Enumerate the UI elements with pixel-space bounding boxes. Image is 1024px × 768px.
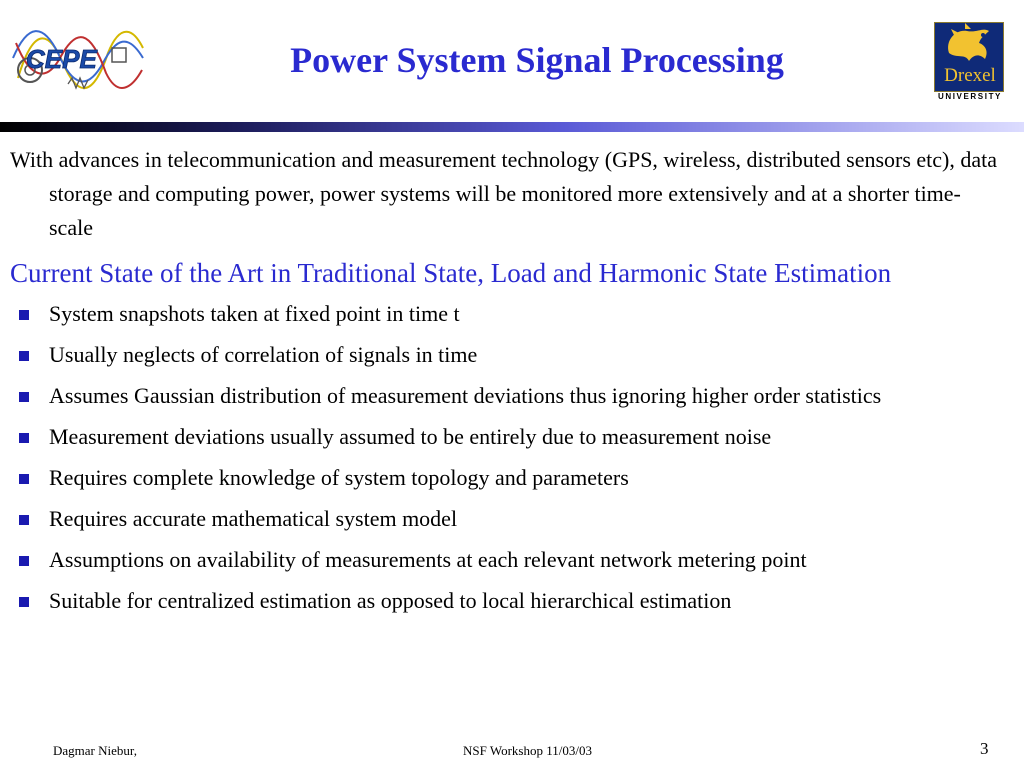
bullet-text: Requires complete knowledge of system topology and parameters	[49, 465, 629, 490]
bullet-text: Measurement deviations usually assumed to be entirely due to measurement noise	[49, 424, 772, 449]
page-number: 3	[980, 739, 989, 758]
section-heading: Current State of the Art in Traditional State, Load and Harmonic State Estimation	[10, 258, 892, 288]
list-item	[10, 379, 1000, 413]
title-divider	[0, 122, 1024, 132]
bullet-text: System snapshots taken at fixed point in time t	[49, 301, 460, 326]
square-bullet-icon	[19, 351, 29, 361]
list-item	[10, 297, 1000, 331]
drexel-logo-text: Drexel	[944, 65, 996, 86]
footer-author: Dagmar Niebur,	[53, 743, 137, 758]
drexel-dragon-icon	[935, 23, 1003, 67]
slide-title: Power System Signal Processing	[290, 40, 784, 80]
square-bullet-icon	[19, 310, 29, 320]
square-bullet-icon	[19, 597, 29, 607]
square-bullet-icon	[19, 392, 29, 402]
intro-paragraph: With advances in telecommunication and measurement technology (GPS, wireless, distributed sensors etc), data storage and computing power, power systems will be monitored more extensively and at a shorter time-scale	[10, 147, 998, 240]
list-item	[10, 338, 1000, 372]
bullet-list	[10, 297, 1000, 618]
footer-event: NSF Workshop 11/03/03	[463, 743, 592, 758]
bullet-text: Requires accurate mathematical system model	[49, 506, 458, 531]
list-item	[10, 502, 1000, 536]
bullet-text: Usually neglects of correlation of signals in time	[49, 342, 478, 367]
bullet-text: Assumes Gaussian distribution of measurement deviations thus ignoring higher order statistics	[49, 383, 882, 408]
slide-content	[10, 143, 1000, 625]
square-bullet-icon	[19, 433, 29, 443]
square-bullet-icon	[19, 474, 29, 484]
bullet-text: Suitable for centralized estimation as opposed to local hierarchical estimation	[49, 588, 732, 613]
list-item	[10, 584, 1000, 618]
square-bullet-icon	[19, 515, 29, 525]
cepe-logo-text: CEPE	[26, 44, 97, 74]
drexel-university-label: UNIVERSITY	[937, 92, 1002, 101]
cepe-logo-icon	[8, 18, 148, 100]
bullet-text: Assumptions on availability of measurements at each relevant network metering point	[49, 547, 807, 572]
square-bullet-icon	[19, 556, 29, 566]
list-item	[10, 420, 1000, 454]
list-item	[10, 543, 1000, 577]
list-item	[10, 461, 1000, 495]
drexel-logo	[934, 22, 1004, 92]
